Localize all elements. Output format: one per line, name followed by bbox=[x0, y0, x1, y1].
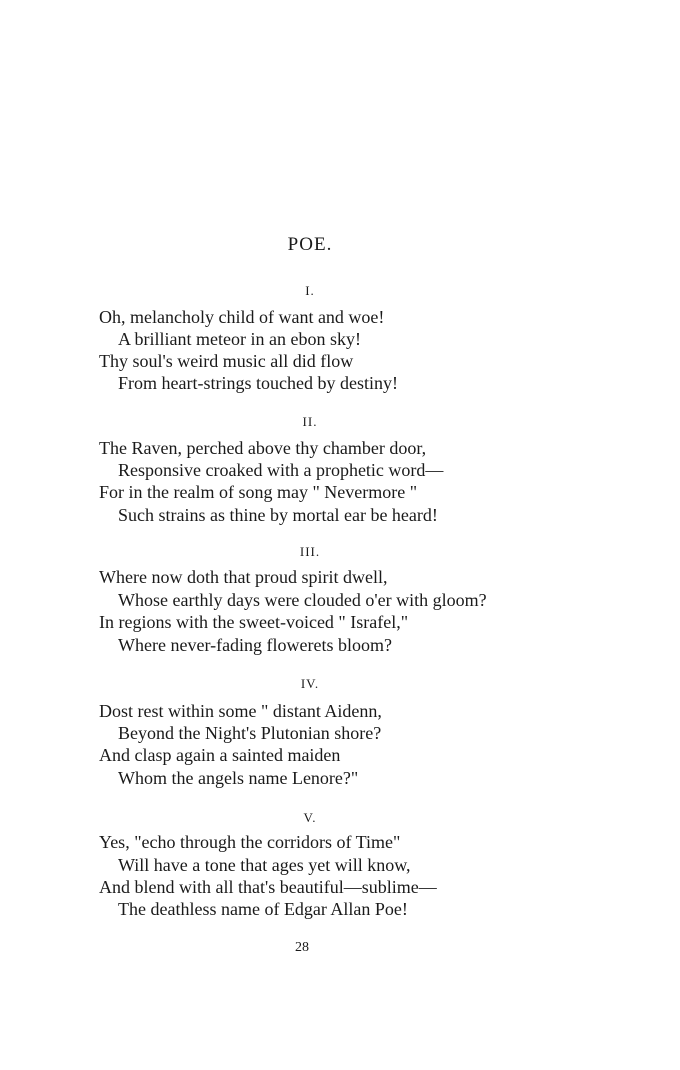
poem-line: Whom the angels name Lenore?" bbox=[118, 768, 359, 788]
poem-line: Dost rest within some " distant Aidenn, bbox=[99, 701, 382, 721]
poem-line: In regions with the sweet-voiced " Israfel," bbox=[99, 612, 409, 632]
poem-line: And clasp again a sainted maiden bbox=[99, 745, 341, 765]
poem-line: Responsive croaked with a prophetic word— bbox=[118, 460, 444, 480]
poem-line: Yes, "echo through the corridors of Time" bbox=[99, 832, 401, 852]
poem-line: Will have a tone that ages yet will know, bbox=[118, 855, 411, 875]
poem-line: Where now doth that proud spirit dwell, bbox=[99, 567, 388, 587]
poem-line: Beyond the Night's Plutonian shore? bbox=[118, 723, 382, 743]
stanza-number: III. bbox=[299, 544, 321, 559]
stanza-number: V. bbox=[303, 810, 317, 825]
poem-line: Whose earthly days were clouded o'er with gloom? bbox=[118, 590, 487, 610]
poem-line: The Raven, perched above thy chamber door, bbox=[99, 438, 427, 458]
page-number: 28 bbox=[295, 940, 309, 955]
stanza-number: I. bbox=[305, 283, 315, 298]
stanza-number: IV. bbox=[300, 676, 320, 691]
poem-line: For in the realm of song may " Nevermore " bbox=[99, 482, 418, 502]
poem-title: POE. bbox=[287, 234, 333, 255]
poem-line: Such strains as thine by mortal ear be heard! bbox=[118, 505, 438, 525]
poem-line: A brilliant meteor in an ebon sky! bbox=[118, 329, 361, 349]
poem-line: And blend with all that's beautiful—sublime— bbox=[99, 877, 437, 897]
poem-line: Where never-fading flowerets bloom? bbox=[118, 635, 393, 655]
stanza-number: II. bbox=[302, 414, 318, 429]
poem-line: The deathless name of Edgar Allan Poe! bbox=[118, 899, 408, 919]
poem-line: Thy soul's weird music all did flow bbox=[99, 351, 354, 371]
poem-line: Oh, melancholy child of want and woe! bbox=[99, 307, 385, 327]
poem-line: From heart-strings touched by destiny! bbox=[118, 373, 398, 393]
